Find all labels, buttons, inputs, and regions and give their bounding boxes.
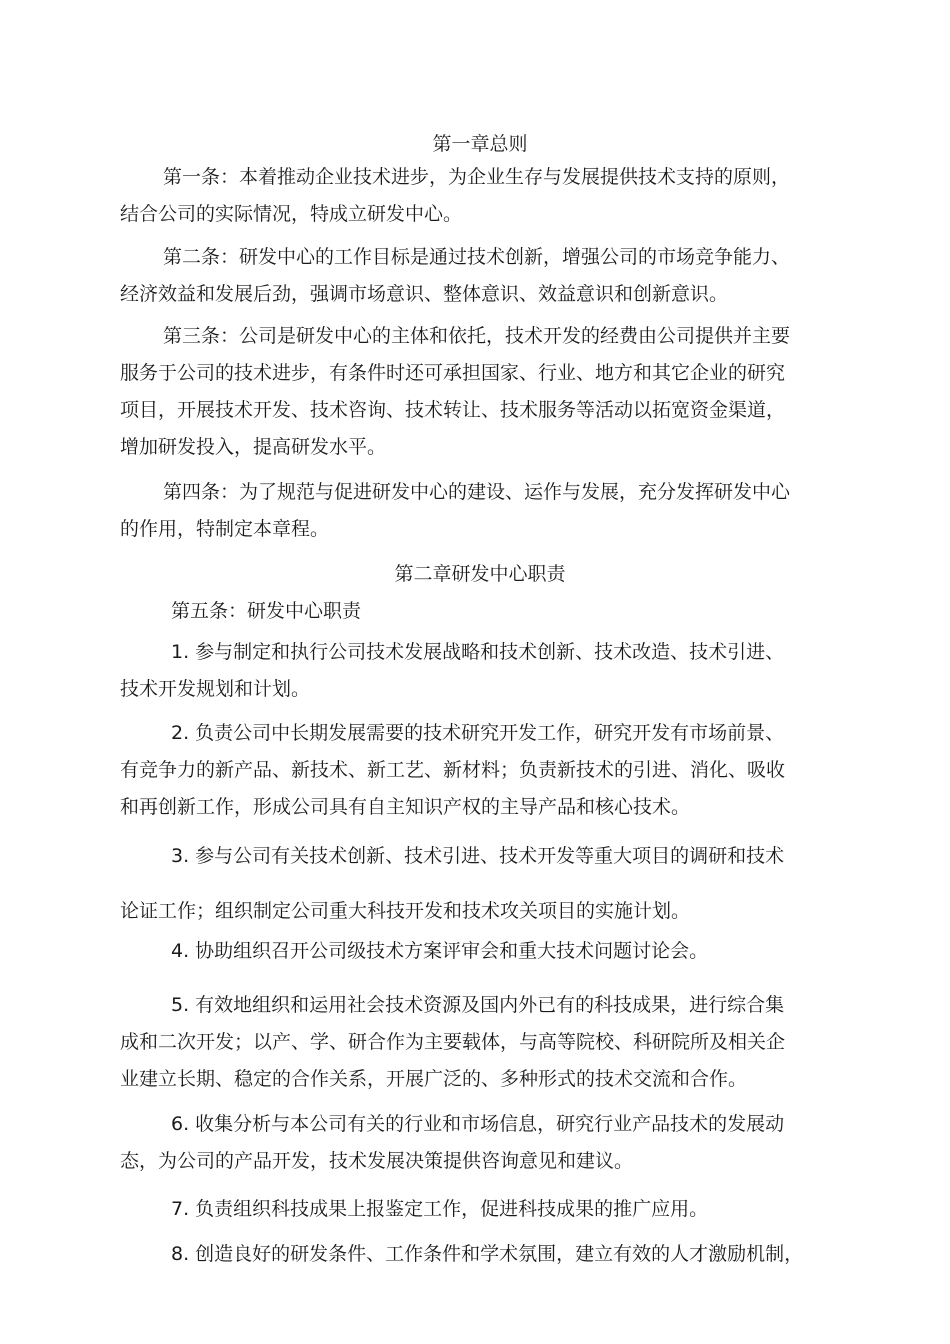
article-line: 第四条：为了规范与促进研发中心的建设、运作与发展，充分发挥研发中心 (163, 481, 791, 503)
duty-line: 有竞争力的新产品、新技术、新工艺、新材料；负责新技术的引进、消化、吸收 (120, 759, 786, 781)
article-4 (120, 474, 840, 548)
duty-line: 5. 有效地组织和运用社会技术资源及国内外已有的科技成果，进行综合集 (171, 994, 785, 1016)
article-line: 增加研发投入，提高研发水平。 (120, 436, 387, 458)
article-1 (120, 159, 840, 233)
duty-line: 业建立长期、稳定的合作关系，开展广泛的、多种形式的技术交流和合作。 (120, 1068, 748, 1090)
duty-item-4 (120, 933, 840, 970)
duty-item-3-continued (120, 893, 840, 930)
duty-line: 2. 负责公司中长期发展需要的技术研究开发工作，研究开发有市场前景、 (171, 722, 785, 744)
duty-line: 3. 参与公司有关技术创新、技术引进、技术开发等重大项目的调研和技术 (171, 845, 785, 867)
article-heading: 第五条：研发中心职责 (171, 600, 362, 622)
duty-item-2 (120, 715, 840, 826)
chapter-title: 第二章研发中心职责 (394, 563, 566, 585)
duty-line: 态，为公司的产品开发，技术发展决策提供咨询意见和建议。 (120, 1150, 634, 1172)
article-line: 第三条：公司是研发中心的主体和依托，技术开发的经费由公司提供并主要 (163, 325, 791, 347)
article-line: 的作用，特制定本章程。 (120, 518, 330, 540)
duty-line: 和再创新工作，形成公司具有自主知识产权的主导产品和核心技术。 (120, 796, 691, 818)
article-line: 服务于公司的技术进步，有条件时还可承担国家、行业、地方和其它企业的研究 (120, 362, 786, 384)
article-3 (120, 318, 840, 466)
article-line: 经济效益和发展后劲，强调市场意识、整体意识、效益意识和创新意识。 (120, 283, 729, 305)
article-2 (120, 239, 840, 313)
duty-line: 1. 参与制定和执行公司技术发展战略和技术创新、技术改造、技术引进、 (171, 641, 785, 663)
duty-item-3 (120, 838, 840, 875)
article-line: 第一条：本着推动企业技术进步，为企业生存与发展提供技术支持的原则， (163, 166, 791, 188)
duty-item-1 (120, 634, 840, 708)
duty-item-6 (120, 1106, 840, 1180)
duty-line: 7. 负责组织科技成果上报鉴定工作，促进科技成果的推广应用。 (171, 1198, 709, 1220)
chapter-2-title-block (120, 556, 840, 593)
duty-line: 6. 收集分析与本公司有关的行业和市场信息，研究行业产品技术的发展动 (171, 1113, 785, 1135)
duty-item-7 (120, 1191, 840, 1228)
chapter-1-title-block (120, 126, 840, 163)
duty-line: 技术开发规划和计划。 (120, 678, 311, 700)
article-5-heading-block (120, 593, 840, 630)
article-line: 第二条：研发中心的工作目标是通过技术创新，增强公司的市场竞争能力、 (163, 246, 791, 268)
duty-item-5 (120, 987, 840, 1098)
chapter-title: 第一章总则 (432, 133, 528, 155)
duty-item-8 (120, 1236, 840, 1273)
article-line: 项目，开展技术开发、技术咨询、技术转让、技术服务等活动以拓宽资金渠道， (120, 399, 786, 421)
article-line: 结合公司的实际情况，特成立研发中心。 (120, 203, 463, 225)
duty-line: 8. 创造良好的研发条件、工作条件和学术氛围，建立有效的人才激励机制， (171, 1243, 804, 1265)
duty-line: 4. 协助组织召开公司级技术方案评审会和重大技术问题讨论会。 (171, 940, 709, 962)
duty-line: 成和二次开发；以产、学、研合作为主要载体，与高等院校、科研院所及相关企 (120, 1031, 786, 1053)
duty-line: 论证工作；组织制定公司重大科技开发和技术攻关项目的实施计划。 (120, 900, 691, 922)
